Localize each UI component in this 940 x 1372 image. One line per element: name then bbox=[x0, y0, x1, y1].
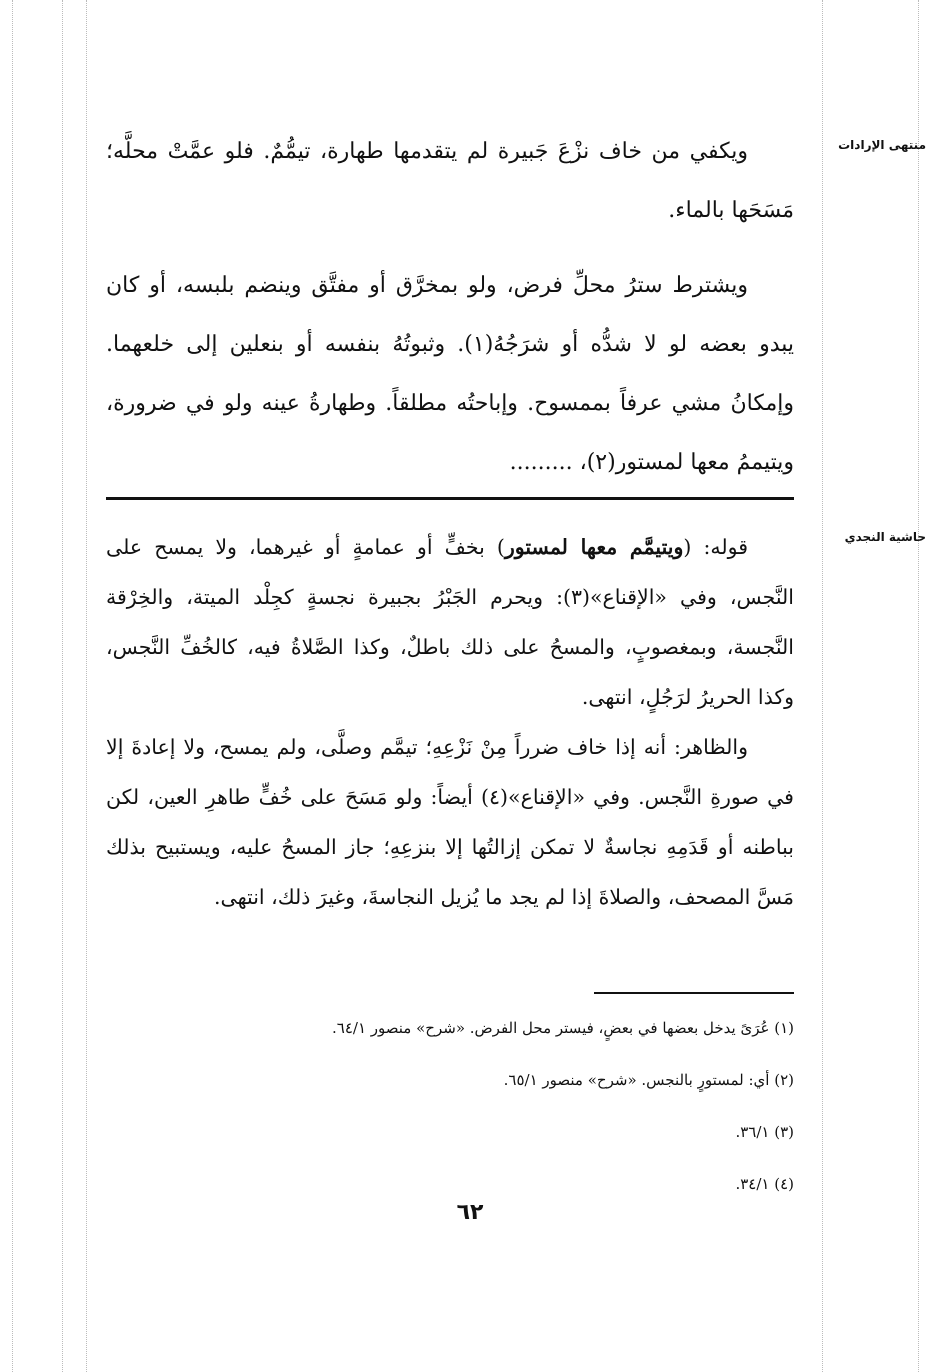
section-divider bbox=[106, 497, 794, 500]
footnote-4: (٤) ٣٤/١. bbox=[735, 1175, 794, 1193]
side-label-hashiya: حاشية النجدي bbox=[844, 530, 926, 544]
side-label-muntaha: منتهى الإرادات bbox=[838, 138, 926, 152]
main-text bbox=[106, 122, 794, 492]
scan-dotted-line bbox=[62, 0, 63, 1372]
hashiya-paragraph-2: والظاهر: أنه إذا خاف ضرراً مِنْ نَزْعِهِ؛ تيمَّم وصلَّى، ولم يمسح، ولا إعادةَ إلا في صورةِ النَّجس. وفي «الإقناع»(٤) أيضاً: ولو مَسَحَ على خُفٍّ طاهرِ العين، لكن بباطنه أو قَدَمِهِ نجاسةٌ لا تمكن إزالتُها إلا بنزعِهِ؛ جاز المسحُ عليه، ويستبيح بذلك مَسَّ المصحف، والصلاةَ إذا لم يجد ما يُزيل النجاسةَ، وغيرَ ذلك، انتهى. bbox=[106, 735, 794, 909]
hashiya-quote-open: قوله: ( bbox=[683, 535, 748, 559]
hashiya-quoted-phrase: ويتيمَّم معها لمستور bbox=[504, 535, 684, 559]
hashiya-paragraph-1-body: ) بخفٍّ أو عمامةٍ أو غيرهما، ولا يمسح على النَّجس، وفي «الإقناع»(٣): ويحرم الجَبْرُ بجبيرة نجسةٍ كجِلْد الميتة، والخِرْقة النَّجسة، وبمغصوبٍ، والمسحُ على ذلك باطلٌ، وكذا الصَّلاةُ فيه، كالخُفِّ النَّجس، وكذا الحريرُ لرَجُلٍ، انتهى. bbox=[106, 535, 794, 709]
scan-dotted-line bbox=[86, 0, 87, 1372]
scan-dotted-line bbox=[12, 0, 13, 1372]
hashiya-text bbox=[106, 522, 794, 922]
main-paragraph-1: ويكفي من خاف نزْعَ جَبيرة لم يتقدمها طهارة، تيمُّمٌ. فلو عمَّتْ محلَّه؛ مَسَحَها بالماء. bbox=[106, 139, 794, 223]
hashiya-paragraph-1 bbox=[106, 522, 794, 722]
footnote-2: (٢) أي: لمستورٍ بالنجس. «شرح» منصور ٦٥/١. bbox=[503, 1071, 794, 1089]
scan-dotted-line bbox=[822, 0, 823, 1372]
scan-dotted-line bbox=[918, 0, 919, 1372]
footnote-1: (١) عُرَىً يدخل بعضها في بعضٍ، فيستر محل الفرض. «شرح» منصور ٦٤/١. bbox=[332, 1019, 794, 1037]
main-paragraph-2: ويشترط سترُ محلِّ فرض، ولو بمخرَّق أو مفتَّق وينضم بلبسه، أو كان يبدو بعضه لو لا شدُّه أو شرَجُهُ(١). وثبوتُهُ بنفسه أو بنعلين إلى خلعهما. وإمكانُ مشي عرفاً بممسوح. وإباحتُه مطلقاً. وطهارةُ عينه ولو في ضرورة، ويتيممُ معها لمستور(٢)، ......... bbox=[106, 273, 795, 475]
footnote-rule bbox=[594, 992, 794, 994]
footnotes bbox=[106, 1002, 794, 1210]
footnote-3: (٣) ٣٦/١. bbox=[735, 1123, 794, 1141]
page-number: ٦٢ bbox=[456, 1200, 484, 1225]
